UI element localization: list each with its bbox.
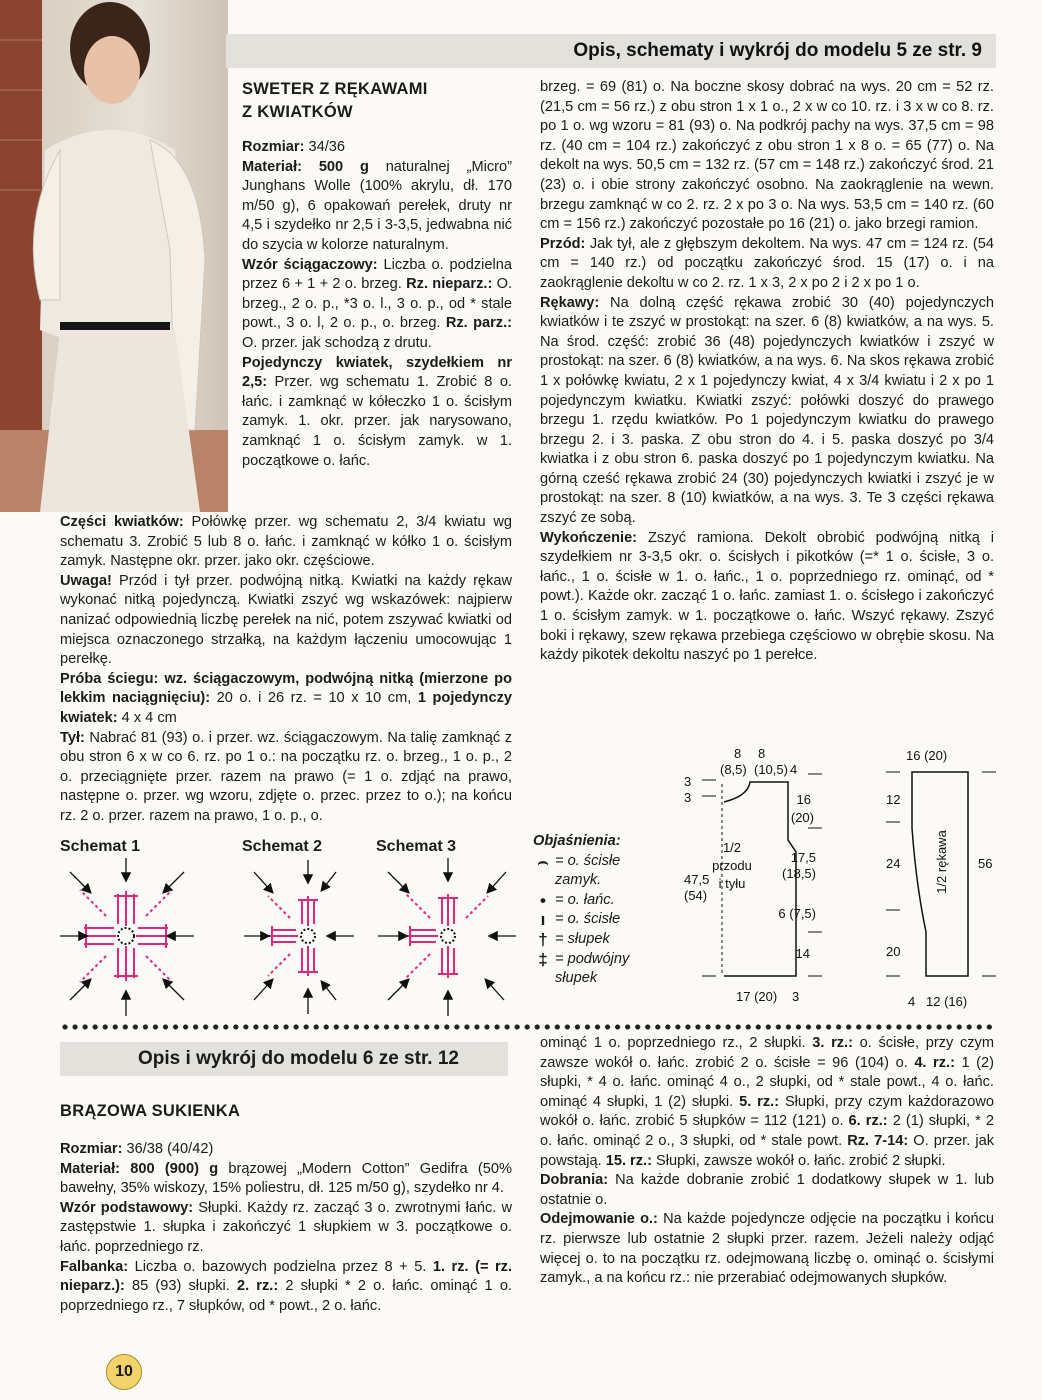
sleeve-left-dimension: 20 <box>886 944 901 959</box>
crochet-schemes <box>56 858 528 1020</box>
model6-paragraph-3: Falbanka: Liczba o. bazowych podzielna przez 8 + 5. 1. rz. (= rz. nieparz.): 85 (93) słupki. 2. rz.: 2 słupki * 2 o. łańc. ominąć 1 o. poprzedniego rz., 7 słupków, od * powt., 2 o. łańc. <box>60 1258 512 1314</box>
scheme-1-title: Schemat 1 <box>60 838 141 855</box>
legend-text: = o. ścisłe <box>555 911 621 928</box>
sleeve-piece-label: 1/2 rękawa <box>934 830 949 894</box>
legend-items <box>531 852 657 989</box>
body-piece-label: 1/2 <box>722 840 742 855</box>
model5-right-paragraph-0: brzeg. = 69 (81) o. Na boczne skosy dobrać na wys. 20 cm = 52 rz. (21,5 cm = 56 rz.) z obu stron 1 x 1 o., 2 x w co 10. rz. i 3 x w co 8. rz. po 1 o. wg wzoru = 81 (93) o. Na podkrój pachy na wys. 37,5 cm = 98 rz. (40 cm = 104 rz.) zakończyć z obu stron 1 x 8 o. = 65 (77) o. Na dekolt na wys. 50,5 cm = 132 rz. (57 cm = 148 rz.) zakończyć środ. 21 (23) o. i obie strony zakończyć osobno. Na zaokrąglenie na wewn. brzegu zamknąć w co 2. rz. 2 x po 3 o. Na wys. 53,5 cm = 140 rz. (60 cm = 156 rz.) zakończyć pozostałe po 16 (21) o. jako brzegi ramion. <box>540 79 994 233</box>
body-top-dimension: (10,5) <box>754 762 788 777</box>
body-top-dimension: 8 <box>758 746 766 761</box>
scheme-3-title: Schemat 3 <box>376 838 457 855</box>
body-left-dimension: 47,5 <box>684 872 710 887</box>
model5-lower-paragraph-1: Uwaga! Przód i tył przer. podwójną nitką. Kwiatki na każdy rękaw wykonać nitką pojedynczą. Kwiatki zszyć wg wskazówek: najpierw nanizać odpowiednią liczbę perełek na nić, potem zszywać kwiatki od miejsca oznaczonego strzałką, na każdym łączeniu umocowując 1 perełkę. <box>60 572 512 668</box>
body-right-dimension: 6 (7,5) <box>778 906 816 921</box>
model6-title: BRĄZOWA SUKIENKA <box>60 1102 241 1120</box>
body-top-dimension: 4 <box>790 762 798 777</box>
body-left-dimension: 3 <box>684 790 692 805</box>
article-title <box>242 78 428 124</box>
section-header-model-5 <box>226 34 996 68</box>
model-photo <box>0 0 228 512</box>
article-title-line-2: Z KWIATKÓW <box>242 103 353 121</box>
model6-right-paragraph-1: Dobrania: Na każde dobranie zrobić 1 dodatkowy słupek w 1. lub ostatnie o. <box>540 1172 994 1208</box>
scheme-3-arrows <box>378 858 516 1016</box>
model5-right-paragraph-3: Wykończenie: Zszyć ramiona. Dekolt obrobić podwójną nitką i szydełkiem nr 3-3,5 okr. o. ścisłych i pikotków (=* 1 o. ścisłe, 3 o. łańc., 1 o. ścisłe w 1. o. łańc., 1 o. poprzedniego rz. ominąć, od * powt.). Każde okr. zacząć 1 o. łańc. zamiast 1. o. ścisłego i zakończyć 1 o. ścisłym zamyk. w 1. początkowe o. łańc. Wszyć rękawy. Zszyć boki i rękawy, szew rękawa przebiega częściowo w obrębie skosu. Na każdy pikotek dekoltu naszyć po 1 perełce. <box>540 529 994 664</box>
legend-symbol-icon: † <box>538 929 548 949</box>
legend-text: = podwójny słupek <box>555 950 630 987</box>
legend-item <box>531 930 657 950</box>
page-number: 10 <box>106 1354 142 1390</box>
pattern-sleeve-schematic <box>872 744 996 1010</box>
body-right-dimension: (20) <box>790 810 814 825</box>
body-piece-label: i tyłu <box>718 876 746 891</box>
section-header-model-6 <box>60 1042 508 1076</box>
body-bottom-dimension: 17 (20) <box>736 989 778 1004</box>
model5-lower-left-column <box>60 513 512 827</box>
legend-item <box>531 891 657 911</box>
sleeve-bottom-dimension: 4 <box>908 994 916 1009</box>
model6-right-paragraph-0: ominąć 1 o. poprzedniego rz., 2 słupki. 3. rz.: o. ścisłe, przy czym zawsze wokół o. łańc. zrobić 2 o. ścisłe = 96 (104) o. 4. rz.: 1 (2) słupki, * 4 o. łańc. ominąć 4 o., 2 słupki, od * stale powt., 4 o. łańc. ominąć 4 słupki, 1 (2) słupki. 5. rz.: Słupki, przy czym każdorazowo wokół o. łańc. zrobić 5 słupków = 112 (121) o. 6. rz.: 2 (1) słupki, * 2 o. łańc. ominąć 2 o., 3 słupki, od * stale powt. Rz. 7-14: O. przer. jak powstają. 15. rz.: Słupki, zawsze wokół o. łańc. zrobić 2 słupki. <box>540 1035 994 1169</box>
legend-text: = o. łańc. <box>555 891 615 908</box>
sleeve-bottom-dimension: 12 (16) <box>926 994 968 1009</box>
legend-text: = słupek <box>555 930 610 947</box>
legend-symbol-icon: • <box>540 890 546 910</box>
scheme-2-arrows <box>244 860 354 1014</box>
model5-paragraph-3: Pojedynczy kwiatek, szydełkiem nr 2,5: Przer. wg schematu 1. Zrobić 8 o. łańc. i zamknąć w kółeczko 1 o. ścisłym zamyk. 1. okr. przer. jak narysowano, zamknąć 1 o. ścisłym zamyk. w 1. początkowe o. łańc. <box>242 354 512 469</box>
scheme-3-flower <box>406 894 488 978</box>
legend-symbol-icon: ı <box>540 910 546 930</box>
scheme-2-title: Schemat 2 <box>242 838 323 855</box>
model5-left-column <box>242 138 512 471</box>
legend-symbol-icon: ‡ <box>538 949 548 969</box>
legend-symbol-icon: ⌢ <box>537 851 549 871</box>
scheme-2-flower <box>268 896 318 976</box>
model6-right-paragraph-2: Odejmowanie o.: Na każde pojedyncze odjęcie na początku i końcu rz. pierwsze lub ostatnie 2 słupki przer. razem. Jeżeli należy odjąć więcej o. to na początku rz. odejmowaną liczbę o. ominąć o. ścisłymi zamyk., a na końcu rz.: nie przerabiać odejmowanych słupków. <box>540 1211 995 1287</box>
legend-title: Objaśnienia: <box>533 833 621 849</box>
model5-right-column <box>540 78 994 666</box>
model6-paragraph-2: Wzór podstawowy: Słupki. Każdy rz. zacząć 3 o. zwrotnymi łańc. w zastępstwie 1. słupka i zakończyć 1 słupkiem w 3. początkowe o. łańc. poprzedniego rz. <box>60 1199 512 1255</box>
section-header-model-6-title: Opis i wykrój do modelu 6 ze str. 12 <box>138 1048 459 1069</box>
body-right-dimension: 14 <box>795 946 810 961</box>
model6-right-column <box>540 1034 994 1289</box>
body-right-dimension: 17,5 <box>790 850 816 865</box>
body-left-dimension: (54) <box>684 888 708 903</box>
legend-item <box>531 852 657 891</box>
sleeve-left-dimension: 12 <box>886 792 901 807</box>
model6-paragraph-0: Rozmiar: 36/38 (40/42) <box>60 1141 214 1157</box>
legend-text: = o. ścisłe zamyk. <box>555 852 621 889</box>
body-top-dimension: (8,5) <box>720 762 747 777</box>
model6-paragraph-1: Materiał: 800 (900) g brązowej „Modern Cotton” Gedifra (50% bawełny, 35% wiskozy, 15% poliestru, dł. 125 m/50 g), szydełko nr 4. <box>60 1160 512 1197</box>
legend-item <box>531 950 657 989</box>
body-right-dimension: 16 <box>796 792 811 807</box>
model5-right-paragraph-2: Rękawy: Na dolną część rękawa zrobić 30 (40) pojedynczych kwiatków i te zszyć w prostokąt: na szer. 6 (8) kwiatków, a na wys. 5. Na środ. część: zrobić 36 (48) pojedynczych kwiatków i zszyć w prostokąt: na szer. 6 (8) kwiatków, a na wys. 6. Na skos rękawa zrobić 1 x połówkę kwiatu, 2 x 1 pojedynczy kwiat, 4 x 3/4 kwiatu i 2 x po 1 pojedynczym kwiatku. Kwiatki zszyć: połówki doszyć do prawego brzegu 1. rzędu kwiatków. Po 1 pojedynczym kwiatku do prawego brzegu 2. i 3. paska. Z obu stron do 4. i 5. paska doszyć po 3/4 kwiatka i z obu stron 6. paska doszyć po 1 pojedynczym kwiatku. Na górną cześć rękawa zrobić 24 (30) pojedynczych kwiatki i zszyć je w prostokąt: na szer. 8 (10) kwiatków, a na wys. 3. Te 3 części rękawa zszyć ze sobą. <box>540 294 994 527</box>
model5-paragraph-1: Materiał: 500 g naturalnej „Micro” Junghans Wolle (100% akrylu, dł. 170 m/50 g), 6 opakowań perełek, druty nr 4,5 i szydełko nr 2,5 i 3-3,5, jedwabna nić do szycia w kolorze naturalnym. <box>242 158 512 253</box>
legend-item <box>531 910 657 930</box>
section-header-title: Opis, schematy i wykrój do modelu 5 ze str. 9 <box>573 40 982 61</box>
scheme-1-flower <box>80 890 172 982</box>
model5-lower-paragraph-0: Części kwiatków: Połówkę przer. wg schematu 2, 3/4 kwiatu wg schematu 3. Zrobić 5 lub 8 o. łańc. i zamknąć w kółko 1 o. ścisłym zamyk. Następne okr. przer. jako okr. częściowe. <box>60 514 512 570</box>
model5-paragraph-0: Rozmiar: 34/36 <box>242 139 346 155</box>
body-top-dimension: 8 <box>734 746 742 761</box>
model6-left-column <box>60 1140 512 1316</box>
sleeve-left-dimension: 24 <box>886 856 901 871</box>
body-piece-label: przodu <box>712 858 752 873</box>
legend <box>531 832 657 989</box>
body-right-dimension: (18,5) <box>782 866 816 881</box>
model5-right-paragraph-1: Przód: Jak tył, ale z głębszym dekoltem. Na wys. 47 cm = 124 rz. (54 cm = 140 rz.) od początku zakończyć środ. 15 (17) o. i na zaokrąglenie dekoltu w co 2. rz. 1 x 3, 2 x po 2 i 2 x po 1 o. <box>540 235 994 291</box>
model5-lower-paragraph-3: Tył: Nabrać 81 (93) o. i przer. wz. ściągaczowym. Na talię zamknąć z obu stron 6 x w co 6. rz. po 1 o.: na początku rz. o. brzeg., 1 o. p., 2 o. przeciągnięte przer. razem na prawo (= 1 o. zdjąć na prawo, następne o. przer. wg wzoru, zdjęte o. przec. przez to o.); na końcu rz. 2 o. przer. razem na prawo, 1 o. p., o. <box>60 729 512 824</box>
pattern-body-schematic <box>676 744 822 1006</box>
sleeve-right-dimension: 56 <box>978 856 993 871</box>
sleeve-top-dimension: 16 (20) <box>906 748 948 763</box>
body-left-dimension: 3 <box>684 774 692 789</box>
body-bottom-dimension: 3 <box>792 989 800 1004</box>
model5-lower-paragraph-2: Próba ściegu: wz. ściągaczowym, podwójną nitką (mierzone po lekkim naciągnięciu): 20 o. i 26 rz. = 10 x 10 cm, 1 pojedynczy kwiatek: 4 x 4 cm <box>60 670 512 726</box>
section-divider <box>60 1023 996 1031</box>
scheme-1-arrows <box>60 858 194 1016</box>
model5-paragraph-2: Wzór ściągaczowy: Liczba o. podzielna przez 6 + 1 + 2 o. brzeg. Rz. nieparz.: O. brzeg., 2 o. p., *3 o. l., 3 o. p., od * stale powt., 3 o. l, 2 o. p., o. brzeg. Rz. parz.: O. przer. jak schodzą z drutu. <box>242 256 513 351</box>
article-title-line-1: SWETER Z RĘKAWAMI <box>242 80 428 98</box>
